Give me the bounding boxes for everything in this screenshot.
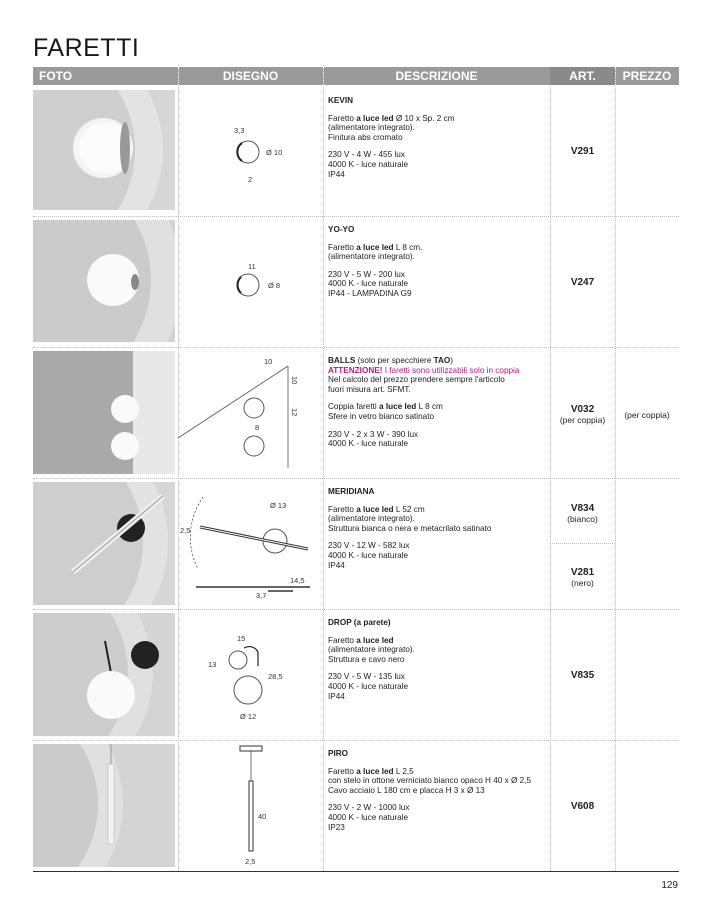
description-drop: DROP (a parete) Faretto a luce led (alimentatore integrato). Struttura e cavo nero 230 V - 5 W - 135 lux 4000 K - luce naturale IP44: [328, 618, 550, 709]
warning-text: ATTENZIONE! I faretti sono utilizzabili solo in coppia: [328, 365, 520, 375]
product-name: YO-YO: [328, 225, 355, 234]
product-photo-kevin: [33, 90, 175, 210]
table-row: [33, 217, 679, 347]
art-code: V834 (bianco): [567, 503, 598, 524]
yoyo-photo-illustration: [33, 220, 175, 342]
table-row: [33, 610, 679, 740]
dim-text: 14,5: [290, 576, 305, 585]
footer-divider: [33, 871, 679, 872]
art-code: V291: [570, 146, 595, 157]
art-code: V247: [570, 277, 595, 288]
product-photo-piro: [33, 744, 175, 867]
dim-text: Ø 8: [268, 281, 281, 290]
description-kevin: KEVIN Faretto a luce led Ø 10 x Sp. 2 cm (alimentatore integrato). Finitura abs cromato 230 V - 4 W - 455 lux 4000 K - luce naturale IP44: [328, 96, 550, 187]
art-code: V032 (per coppia): [559, 404, 606, 425]
page-number: 129: [661, 880, 678, 891]
description-piro: PIRO Faretto a luce led L 2,5 con stelo in ottone verniciato bianco opaco H 40 x Ø 2,5 Cavo acciaio L 180 cm e placca H 3 x Ø 13 230 V - 2 W - 1000 lux 4000 K - luce naturale IP23: [328, 749, 550, 840]
dim-text: 12: [290, 408, 299, 417]
header-prezzo: PREZZO: [622, 69, 672, 83]
product-drawing-piro: [178, 741, 323, 871]
dim-text: Ø 13: [270, 501, 287, 510]
dim-text: 10: [264, 357, 273, 366]
price-note: (per coppia): [624, 410, 670, 420]
dim-text: 2,5: [180, 526, 191, 535]
art-code-2: V281 (nero): [570, 567, 595, 588]
table-row: [33, 741, 679, 871]
drop-photo-illustration: [33, 613, 175, 736]
product-name: MERIDIANA: [328, 487, 375, 496]
header-disegno: DISEGNO: [222, 69, 279, 83]
dim-text: 3,3: [234, 126, 245, 135]
balls-photo-illustration: [33, 351, 175, 474]
art-code: V608: [570, 801, 595, 812]
product-photo-drop: [33, 613, 175, 736]
product-photo-meridiana: [33, 482, 175, 605]
product-drawing-drop: [178, 610, 323, 740]
product-drawing-balls: [178, 348, 323, 478]
meridiana-photo-illustration: [33, 482, 175, 605]
piro-photo-illustration: [33, 744, 175, 867]
dim-text: 28,5: [268, 672, 283, 681]
dim-text: 8: [255, 423, 260, 432]
description-balls: BALLS (solo per specchiere TAO) ATTENZIONE! I faretti sono utilizzabili solo in coppia Nel calcolo del prezzo prendere sempre l'articolo fuori misura art. SFMT. Coppia faretti a luce led L 8 cm Sfere in vetro bianco satinato 230 V - 2 x 3 W - 390 lux 4000 K - luce naturale: [328, 356, 550, 457]
product-drawing-kevin: [178, 88, 323, 216]
product-photo-balls: [33, 351, 175, 474]
kevin-photo-illustration: [33, 90, 175, 210]
product-drawing-yoyo: [178, 217, 323, 347]
table-row: [33, 348, 679, 478]
dim-text: 3,7: [256, 591, 267, 600]
dim-text: 15: [237, 634, 246, 643]
dim-text: 2,5: [245, 857, 256, 866]
dim-text: Ø 10: [266, 148, 283, 157]
table-row: [33, 479, 679, 609]
product-name: PIRO: [328, 749, 349, 758]
product-name: KEVIN: [328, 96, 354, 105]
header-foto: FOTO: [39, 69, 73, 83]
dim-text: 40: [258, 812, 267, 821]
description-meridiana: MERIDIANA Faretto a luce led L 52 cm (alimentatore integrato). Struttura bianca o nera e metacrilato satinato 230 V - 12 W - 582 lux 4000 K - luce naturale IP44: [328, 487, 550, 578]
header-descrizione: DESCRIZIONE: [395, 69, 478, 83]
art-code: V835: [570, 670, 595, 681]
dim-text: 2: [248, 175, 253, 184]
product-photo-yoyo: [33, 220, 175, 342]
page-title: FARETTI: [33, 34, 140, 62]
product-name: DROP (a parete): [328, 618, 391, 627]
description-yoyo: YO-YO Faretto a luce led L 8 cm. (alimentatore integrato). 230 V - 5 W - 200 lux 4000 K - luce naturale IP44 - LAMPADINA G9: [328, 225, 550, 307]
product-drawing-meridiana: [178, 479, 323, 609]
table-row: [33, 88, 679, 216]
dim-text: 13: [208, 660, 217, 669]
dim-text: 11: [248, 262, 256, 271]
dim-text: Ø 12: [240, 712, 257, 721]
header-art: ART.: [550, 67, 615, 85]
product-name: BALLS (solo per specchiere TAO): [328, 356, 453, 365]
table-header: [33, 67, 679, 85]
dim-text: 10: [290, 376, 299, 385]
